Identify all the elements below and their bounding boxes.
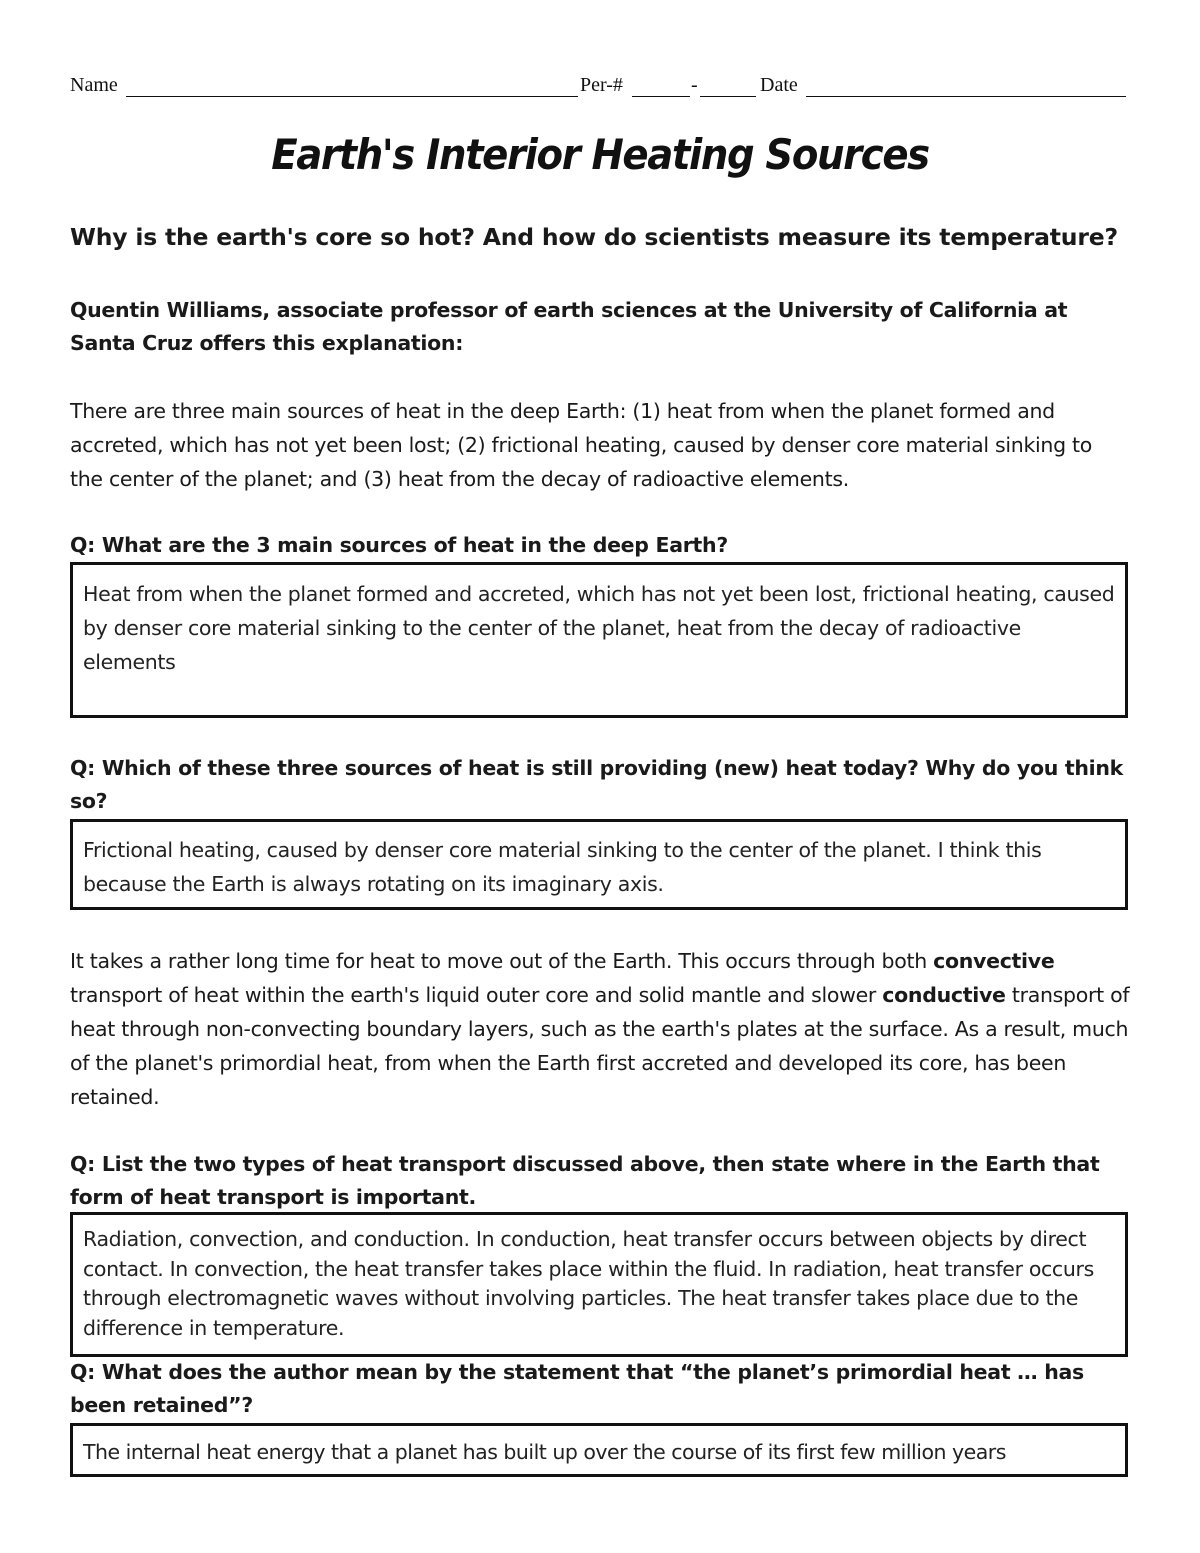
- student-info-line: [70, 74, 1126, 102]
- question-4: Q: What does the author mean by the statement that “the planet’s primordial heat … has been retained”?: [70, 1360, 1084, 1417]
- answer-3-text: Radiation, convection, and conduction. In conduction, heat transfer occurs between objects by direct contact. In convection, the heat transfer takes place within the fluid. In radiation, heat transfer occurs through electromagnetic waves without involving particles. The heat transfer takes place due to the difference in temperature.: [83, 1227, 1094, 1340]
- period-field[interactable]: [632, 96, 690, 97]
- passage-heat-transport: [70, 944, 1130, 1114]
- question-1: Q: What are the 3 main sources of heat in the deep Earth?: [70, 533, 728, 557]
- period-dash: -: [691, 74, 698, 96]
- date-field[interactable]: [806, 96, 1126, 97]
- worksheet-title: Earth's Interior Heating Sources: [271, 130, 929, 179]
- passage-2-part-1: It takes a rather long time for heat to move out of the Earth. This occurs through both: [70, 949, 934, 973]
- answer-box-1[interactable]: [70, 562, 1128, 718]
- name-label: Name: [70, 74, 118, 96]
- answer-2-text: Frictional heating, caused by denser core material sinking to the center of the planet. I think this because the Earth is always rotating on its imaginary axis.: [83, 838, 1042, 896]
- source-attribution: Quentin Williams, associate professor of earth sciences at the University of California at Santa Cruz offers this explanation:: [70, 298, 1068, 355]
- question-2: Q: Which of these three sources of heat is still providing (new) heat today? Why do you think so?: [70, 756, 1124, 813]
- period-number-field[interactable]: [700, 96, 756, 97]
- answer-box-2[interactable]: [70, 819, 1128, 910]
- worksheet-subtitle: Why is the earth's core so hot? And how do scientists measure its temperature?: [70, 223, 1118, 251]
- question-3: Q: List the two types of heat transport discussed above, then state where in the Earth that form of heat transport is important.: [70, 1152, 1100, 1209]
- answer-4-text: The internal heat energy that a planet has built up over the course of its first few million years: [83, 1440, 1006, 1464]
- answer-box-3[interactable]: [70, 1212, 1128, 1357]
- term-conductive: conductive: [882, 983, 1006, 1007]
- passage-heat-sources: There are three main sources of heat in the deep Earth: (1) heat from when the planet formed and accreted, which has not yet been lost; (2) frictional heating, caused by denser core material sinking to the center of the planet; and (3) heat from the decay of radioactive elements.: [70, 399, 1093, 491]
- passage-2-part-2: transport of heat within the earth's liquid outer core and solid mantle and slower: [70, 983, 883, 1007]
- name-field[interactable]: [126, 96, 578, 97]
- answer-1-text: Heat from when the planet formed and accreted, which has not yet been lost, frictional heating, caused by denser core material sinking to the center of the planet, heat from the decay of radioactive elements: [83, 582, 1115, 674]
- period-label: Per-#: [580, 74, 623, 96]
- term-convective: convective: [933, 949, 1055, 973]
- passage-2-part-3: transport of heat through non-convecting boundary layers, such as the earth's plates at the surface. As a result, much of the planet's primordial heat, from when the Earth first accreted and developed its core, has been retained.: [70, 983, 1130, 1109]
- answer-box-4[interactable]: [70, 1423, 1128, 1477]
- date-label: Date: [760, 74, 798, 96]
